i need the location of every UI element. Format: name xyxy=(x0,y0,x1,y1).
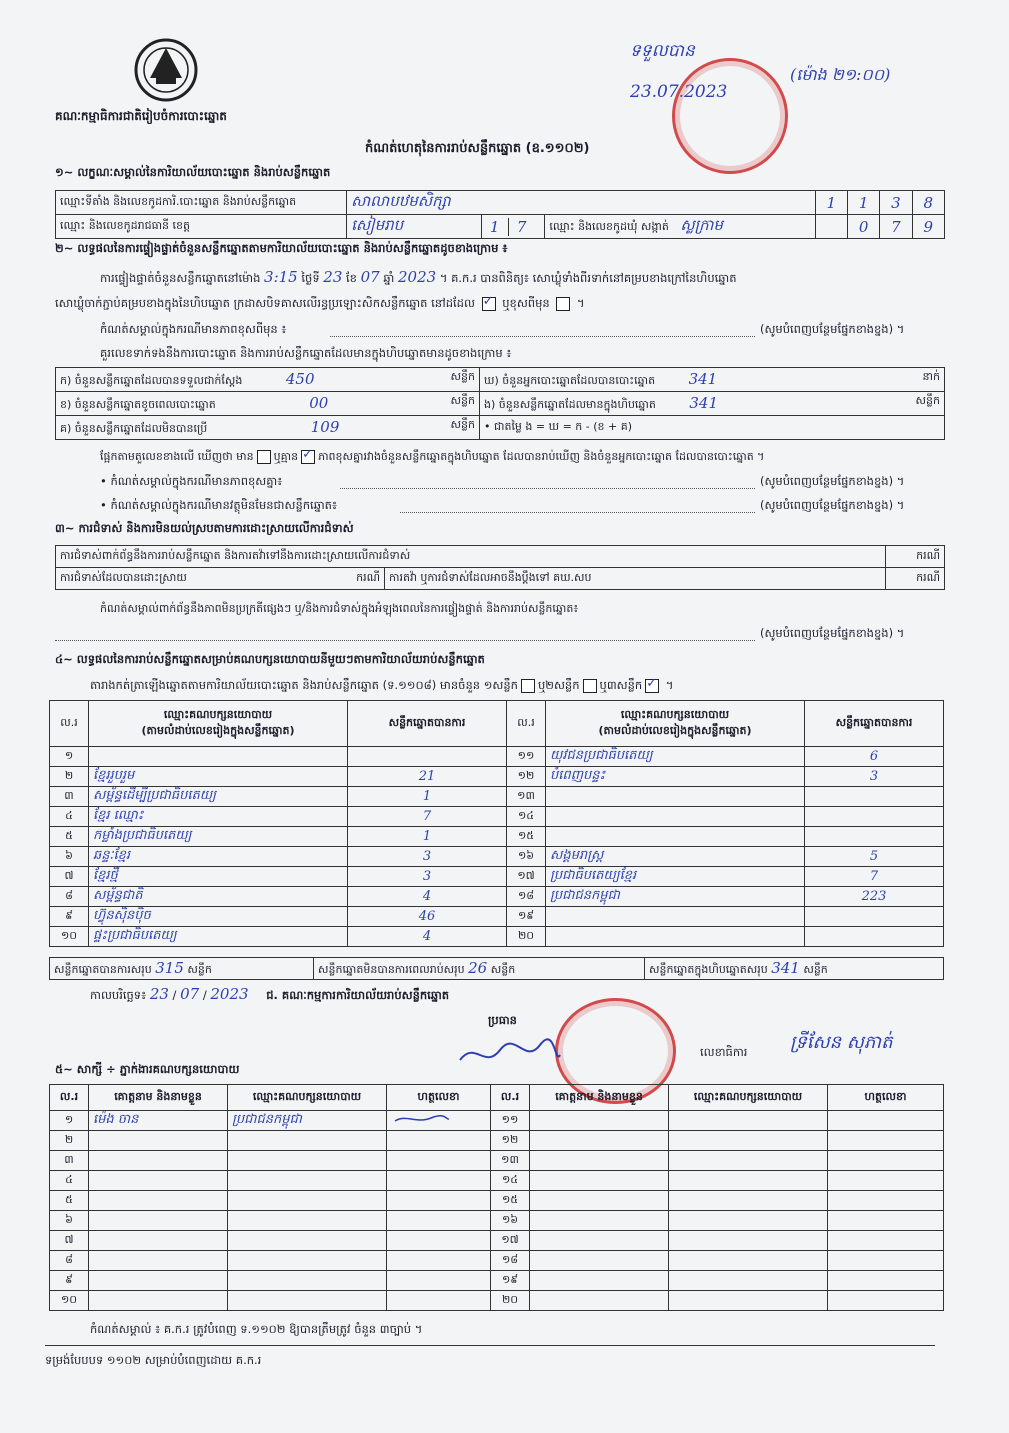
witness-signature xyxy=(828,1251,944,1271)
row-number: ១៧ xyxy=(491,1231,530,1251)
unit-label: សន្លឹក xyxy=(490,962,516,976)
verification-day: 23 xyxy=(323,268,343,286)
row-number: ១១ xyxy=(491,1111,530,1131)
col-name: គោត្តនាម និងនាមខ្លួន xyxy=(89,1085,228,1111)
date-line: កាលបរិច្ឆេទ៖ 23 / 07 / 2023 ជ. គណៈកម្មការការិយាល័យរាប់សន្លឹកឆ្នោត xyxy=(90,985,450,1003)
vote-count: 5 xyxy=(805,847,944,867)
party-name xyxy=(546,807,805,827)
witness-party xyxy=(669,1291,828,1311)
witness-name xyxy=(89,1191,228,1211)
verification-time: 3:15 xyxy=(264,268,298,286)
section3-title: ៣~ ការជំទាស់ និងការមិនយល់ស្របតាមការដោះស្រាយលើការជំទាស់ xyxy=(55,521,354,535)
table-row xyxy=(50,1171,944,1191)
vote-count: 3 xyxy=(348,847,507,867)
vote-count: 3 xyxy=(805,767,944,787)
witness-signature xyxy=(828,1211,944,1231)
witness-signature-graphic xyxy=(391,1112,451,1126)
unused-ballots-label: គ) ចំនួនសន្លឹកឆ្នោតដែលមិនបានប្រើ xyxy=(60,421,208,435)
receipt-note: ទទួលបាន xyxy=(630,41,695,61)
party-name: សម្ព័ន្ធដើម្បីប្រជាធិបតេយ្យ xyxy=(89,787,348,807)
row-number: ១៩ xyxy=(491,1271,530,1291)
date-year: 2023 xyxy=(210,985,249,1003)
witness-name xyxy=(530,1151,669,1171)
witness-name xyxy=(89,1171,228,1191)
row-number: ១៦ xyxy=(507,847,546,867)
witness-party xyxy=(669,1231,828,1251)
witness-name xyxy=(89,1151,228,1171)
witness-signature xyxy=(387,1151,491,1171)
col-party: ឈ្មោះគណបក្សនយោបាយ xyxy=(163,707,273,721)
party-name: កម្លាំងប្រជាធិបតេយ្យ xyxy=(89,827,348,847)
table-row xyxy=(50,887,944,907)
secretary-name: ទ្រីសែន សុភាត់ xyxy=(790,1032,893,1053)
ballots-in-box-value: 341 xyxy=(689,393,719,412)
row-number: ៦ xyxy=(50,1211,89,1231)
receipt-date: 23.07.2023 xyxy=(630,82,728,102)
table-row xyxy=(50,1191,944,1211)
fill-hint: (សូមបំពេញបន្ថែមផ្នែកខាងខ្នង) ។ xyxy=(760,322,905,336)
vote-count xyxy=(805,807,944,827)
seal-intact-checkbox[interactable] xyxy=(482,297,496,311)
witness-party xyxy=(228,1171,387,1191)
chair-signature-graphic xyxy=(455,1035,565,1075)
table-row xyxy=(50,927,944,947)
table-row xyxy=(50,1131,944,1151)
row-number: ១៨ xyxy=(491,1251,530,1271)
party-name: ខ្មែររួបរួម xyxy=(89,767,348,787)
ballots-in-box-label: ង) ចំនួនសន្លឹកឆ្នោតដែលមានក្នុងហិបឆ្នោត xyxy=(484,397,656,411)
voters-value: 341 xyxy=(688,369,718,388)
discrepancy-text: ភាពខុសគ្នារវាងចំនួនសន្លឹកឆ្នោតក្នុងហិបឆ្នោត ដែលបានរាប់ឃើញ និងចំនួនអ្នកបោះឆ្នោត ដែលបានបោះឆ្នោត ។ xyxy=(318,450,765,463)
table-row xyxy=(50,787,944,807)
foreign-object-note: • កំណត់សម្គាល់ក្នុងករណីមានវត្ថុមិនមែនជាសន្លឹកឆ្នោត៖ xyxy=(100,498,338,512)
unit-label: សន្លឹក xyxy=(803,962,828,976)
unit-label: សន្លឹក xyxy=(187,962,212,976)
vote-count xyxy=(805,787,944,807)
row-number: ១១ xyxy=(507,747,546,767)
col-party-sub: (តាមលំដាប់លេខរៀងក្នុងសន្លឹកឆ្នោត) xyxy=(141,723,295,737)
witness-name xyxy=(530,1271,669,1291)
witness-signature xyxy=(387,1231,491,1251)
table-row xyxy=(50,1231,944,1251)
section5-title: ៥~ សាក្សី ÷ ភ្នាក់ងារគណបក្សនយោបាយ xyxy=(55,1062,240,1076)
total-box-label: សន្លឹកឆ្នោតក្នុងហិបឆ្នោតសរុប xyxy=(649,962,768,976)
party-name: បំពេញបន្ទះ xyxy=(546,767,805,787)
table-row xyxy=(50,1271,944,1291)
discrepancy-has-label: ផ្អែកតាមតួលេខខាងលើ ឃើញថា មាន xyxy=(100,450,254,463)
vote-count: 223 xyxy=(805,887,944,907)
row-number: ១៦ xyxy=(491,1211,530,1231)
secretary-label: លេខាធិការ xyxy=(700,1045,748,1059)
witness-signature xyxy=(387,1291,491,1311)
location-table xyxy=(55,190,945,239)
witness-name: ម៉េង ចាន xyxy=(89,1111,228,1131)
case-label: ករណី xyxy=(886,546,945,568)
office-label: ជ. គណៈកម្មការការិយាល័យរាប់សន្លឹកឆ្នោត xyxy=(266,988,450,1002)
col-sign: ហត្ថលេខា xyxy=(387,1085,491,1111)
total-invalid-label: សន្លឹកឆ្នោតមិនបានការពេលរាប់សរុប xyxy=(318,962,465,976)
row-number: ៩ xyxy=(50,907,89,927)
row-number: ១៣ xyxy=(491,1151,530,1171)
witness-party xyxy=(669,1151,828,1171)
case-label: ករណី xyxy=(356,570,380,584)
spoiled-ballots-value: 00 xyxy=(309,393,329,412)
vote-count: 3 xyxy=(348,867,507,887)
three-sheets-checkbox[interactable] xyxy=(645,679,659,693)
total-valid-label: សន្លឹកឆ្នោតបានការសរុប xyxy=(54,962,152,976)
row-number: ៨ xyxy=(50,887,89,907)
tally-intro: តារាងកត់ត្រាឡើងឆ្នោតតាមការិយាល័យបោះឆ្នោត និងរាប់សន្លឹកឆ្នោត (ទ.១១០៨) មានចំនួន ១សន្លឹក xyxy=(90,678,518,692)
vote-count xyxy=(805,907,944,927)
commune-value: ស្លក្រាម xyxy=(680,215,723,234)
location-code-digit: 3 xyxy=(880,191,912,215)
one-sheet-checkbox[interactable] xyxy=(521,679,535,693)
party-name: ឆន្ទៈខ្មែរ xyxy=(89,847,348,867)
witness-signature xyxy=(828,1271,944,1291)
unit-label: នាក់ xyxy=(922,369,940,383)
location-value: សាលាបឋមសិក្សា xyxy=(347,191,815,215)
witness-party xyxy=(669,1251,828,1271)
witness-signature xyxy=(387,1251,491,1271)
unit-label: សន្លឹក xyxy=(450,393,475,407)
fill-hint: (សូមបំពេញបន្ថែមផ្នែកខាងខ្នង) ។ xyxy=(760,474,905,488)
witness-name xyxy=(530,1111,669,1131)
verification-line-1 xyxy=(100,268,737,288)
witness-party xyxy=(228,1251,387,1271)
witness-party xyxy=(228,1151,387,1171)
witness-name xyxy=(89,1291,228,1311)
witness-party xyxy=(669,1271,828,1291)
unused-ballots-value: 109 xyxy=(310,417,340,436)
vote-count: 46 xyxy=(348,907,507,927)
witness-party xyxy=(228,1291,387,1311)
section1-title: ១~ លក្ខណៈសម្គាល់នៃការិយាល័យបោះឆ្នោត និងរាប់សន្លឹកឆ្នោត xyxy=(55,165,331,179)
party-name: ប្រជាធិបតេយ្យខ្មែរ xyxy=(546,867,805,887)
location-code-digit: 1 xyxy=(815,191,847,215)
formula: • ជាតម្លៃ ង = ឃ = ក - (ខ + គ) xyxy=(480,416,945,440)
row-number: ១៥ xyxy=(491,1191,530,1211)
witness-party xyxy=(669,1171,828,1191)
col-no: ល.រ xyxy=(50,701,89,747)
witness-signature xyxy=(828,1131,944,1151)
witness-name xyxy=(530,1231,669,1251)
discrepancy-yes-checkbox[interactable] xyxy=(257,450,271,464)
party-name xyxy=(546,907,805,927)
witness-party xyxy=(228,1231,387,1251)
month-label: ខែ xyxy=(346,271,357,285)
row-number: ៩ xyxy=(50,1271,89,1291)
witness-name xyxy=(89,1211,228,1231)
results-table xyxy=(49,700,944,947)
party-name: ផ្ទះប្រជាធិបតេយ្យ xyxy=(89,927,348,947)
verification-month: 07 xyxy=(360,268,380,286)
witness-party xyxy=(669,1211,828,1231)
province-code-digit: 1 xyxy=(482,218,509,236)
row-number: ៧ xyxy=(50,867,89,887)
party-name: ខ្មែរថ្មី xyxy=(89,867,348,887)
witness-signature xyxy=(387,1111,491,1131)
commune-code-digit: 7 xyxy=(880,215,912,239)
diff-note-label: កំណត់សម្គាល់ក្នុងករណីមានភាពខុសពីមុន ៖ xyxy=(100,322,287,336)
discrepancy-no-checkbox[interactable] xyxy=(301,450,315,464)
witness-signature xyxy=(828,1191,944,1211)
date-day: 23 xyxy=(149,985,169,1003)
witness-table xyxy=(49,1084,944,1311)
witness-party xyxy=(228,1271,387,1291)
objection-row-1: ការជំទាស់ពាក់ព័ន្ធនឹងការរាប់សន្លឹកឆ្នោត និងការតវ៉ាទៅនឹងការដោះស្រាយលើការជំទាស់ xyxy=(56,546,886,568)
three-sheets-label: ឬ៣សន្លឹក xyxy=(599,678,643,692)
row-number: ១០ xyxy=(50,927,89,947)
fill-hint: (សូមបំពេញបន្ថែមផ្នែកខាងខ្នង) ។ xyxy=(760,626,905,640)
witness-party xyxy=(669,1111,828,1131)
row-number: ៨ xyxy=(50,1251,89,1271)
witness-name xyxy=(89,1131,228,1151)
row-number: ១៥ xyxy=(507,827,546,847)
party-name: ប្រជាជនកម្ពុជា xyxy=(546,887,805,907)
verification-line-1-text: ។ គ.ក.រ បានពិនិត្យ៖ សោឃ្លុំទាំងពីរទាក់នៅគម្របខាងក្រៅនៃហិបឆ្នោត xyxy=(439,271,737,285)
table-row xyxy=(50,1291,944,1311)
row-number: ៤ xyxy=(50,1171,89,1191)
row-number: ១៣ xyxy=(507,787,546,807)
table-row xyxy=(50,827,944,847)
row-number: ២០ xyxy=(507,927,546,947)
witness-signature xyxy=(387,1271,491,1291)
tally-sheet-line: តារាងកត់ត្រាឡើងឆ្នោតតាមការិយាល័យបោះឆ្នោត និងរាប់សន្លឹកឆ្នោត (ទ.១១០៨) មានចំនួន ១សន្លឹក ឬ២សន្លឹក ឬ៣សន្លឹក✓ ។ xyxy=(90,678,673,695)
vote-count xyxy=(805,927,944,947)
col-no: ល.រ xyxy=(491,1085,530,1111)
fill-hint: (សូមបំពេញបន្ថែមផ្នែកខាងខ្នង) ។ xyxy=(760,498,905,512)
col-party-sub: (តាមលំដាប់លេខរៀងក្នុងសន្លឹកឆ្នោត) xyxy=(598,723,752,737)
row-number: ១ xyxy=(50,1111,89,1131)
discrepancy-line xyxy=(100,450,764,466)
vote-count: 1 xyxy=(348,827,507,847)
commune-code-digit: 0 xyxy=(847,215,879,239)
organization-name: គណៈកម្មាធិការជាតិរៀបចំការបោះឆ្នោត xyxy=(55,109,227,123)
party-name: សង្គមរាស្ត្រ xyxy=(546,847,805,867)
location-label: ឈ្មោះទីតាំង និងលេខកូដការិ.បោះឆ្នោត និងរាប់សន្លឹកឆ្នោត xyxy=(56,191,347,215)
year-label: ឆ្នាំ xyxy=(383,271,395,285)
footer-note: កំណត់សម្គាល់ ៖ គ.ក.រ ត្រូវបំពេញ ទ.១១០២ ឱ្យបានត្រឹមត្រូវ ចំនួន ៣ច្បាប់ ។ xyxy=(90,1322,423,1336)
row-number: ៧ xyxy=(50,1231,89,1251)
row-number: ១០ xyxy=(50,1291,89,1311)
unit-label: សន្លឹក xyxy=(915,393,940,407)
party-name: ហ៊្វុនស៊ិនប៉ិច xyxy=(89,907,348,927)
row-number: ១៤ xyxy=(491,1171,530,1191)
row-number: ៦ xyxy=(50,847,89,867)
vote-count xyxy=(805,827,944,847)
row-number: ១ xyxy=(50,747,89,767)
seal-status-text: សោឃ្លុំចាក់ភ្ជាប់គម្របខាងក្នុងនៃហិបឆ្នោត ក្រដាសបិទគាសលើរន្ធប្រឡោះសិកសន្លឹកឆ្នោត នៅដដែល xyxy=(55,296,475,310)
witness-name xyxy=(89,1271,228,1291)
vote-count: 7 xyxy=(805,867,944,887)
verification-line-2: សោឃ្លុំចាក់ភ្ជាប់គម្របខាងក្នុងនៃហិបឆ្នោត ក្រដាសបិទគាសលើរន្ធប្រឡោះសិកសន្លឹកឆ្នោត នៅដដែល ✓ ឬខុសពីមុន ។ xyxy=(55,296,585,313)
witness-party xyxy=(669,1131,828,1151)
location-code-digit: 8 xyxy=(912,191,944,215)
national-emblem-logo xyxy=(130,32,202,104)
witness-signature xyxy=(387,1211,491,1231)
party-name xyxy=(89,747,348,767)
two-sheets-checkbox[interactable] xyxy=(583,679,597,693)
count-table-intro: គួរលេខទាក់ទងនឹងការបោះឆ្នោត និងការរាប់សន្លឹកឆ្នោតដែលមានក្នុងហិបឆ្នោតមានដូចខាងក្រោម ៖ xyxy=(100,346,512,360)
witness-signature xyxy=(828,1231,944,1251)
table-row xyxy=(50,767,944,787)
witness-signature xyxy=(828,1151,944,1171)
document-title: កំណត់ហេតុនៃការរាប់សន្លឹកឆ្នោត (ឧ.១១០២) xyxy=(365,141,590,156)
witness-party: ប្រជាជនកម្ពុជា xyxy=(228,1111,387,1131)
table-row xyxy=(50,1151,944,1171)
witness-signature xyxy=(387,1131,491,1151)
verification-year: 2023 xyxy=(398,268,437,286)
received-ballots-value: 450 xyxy=(285,369,315,388)
discrepancy-none-label: ឬគ្មាន xyxy=(273,450,299,463)
witness-party xyxy=(228,1211,387,1231)
row-number: ១២ xyxy=(491,1131,530,1151)
vote-count: 4 xyxy=(348,887,507,907)
vote-count: 21 xyxy=(348,767,507,787)
col-party: ឈ្មោះគណបក្សនយោបាយ xyxy=(620,707,730,721)
section4-title: ៤~ លទ្ធផលនៃការរាប់សន្លឹកឆ្នោតសម្រាប់គណបក្សនយោបាយនីមួយៗតាមការិយាល័យរាប់សន្លឹកឆ្នោត xyxy=(55,652,485,666)
difference-note: • កំណត់សម្គាល់ក្នុងករណីមានភាពខុសគ្នា៖ xyxy=(100,474,283,488)
resolved-objection-label: ការជំទាស់ដែលបានដោះស្រាយ xyxy=(60,570,187,584)
vote-count: 7 xyxy=(348,807,507,827)
witness-name xyxy=(530,1191,669,1211)
col-votes: សន្លឹកឆ្នោតបានការ xyxy=(805,701,944,747)
row-number: ៣ xyxy=(50,787,89,807)
total-box-value: 341 xyxy=(771,958,800,977)
row-number: ២០ xyxy=(491,1291,530,1311)
witness-signature xyxy=(828,1171,944,1191)
witness-party xyxy=(228,1131,387,1151)
witness-name xyxy=(530,1251,669,1271)
row-number: ៤ xyxy=(50,807,89,827)
received-ballots-label: ក) ចំនួនសន្លឹកឆ្នោតដែលបានទទួលជាក់ស្តែង xyxy=(60,373,243,387)
form-label: ទម្រង់បែបបទ ១១០២ សម្រាប់បំពេញដោយ គ.ក.រ xyxy=(45,1353,262,1367)
case-label: ករណី xyxy=(886,568,945,590)
witness-party xyxy=(669,1191,828,1211)
row-number: ២ xyxy=(50,1131,89,1151)
row-number: ១២ xyxy=(507,767,546,787)
table-row xyxy=(50,1251,944,1271)
chair-label: ប្រធាន xyxy=(488,1013,517,1027)
vote-count xyxy=(348,747,507,767)
date-label: កាលបរិច្ឆេទ៖ xyxy=(90,988,147,1002)
col-no: ល.រ xyxy=(507,701,546,747)
table-row xyxy=(50,847,944,867)
col-party: ឈ្មោះគណបក្សនយោបាយ xyxy=(669,1085,828,1111)
province-code-digit: 7 xyxy=(516,217,527,236)
col-votes: សន្លឹកឆ្នោតបានការ xyxy=(348,701,507,747)
row-number: ១៤ xyxy=(507,807,546,827)
party-name: យុវជនប្រជាធិបតេយ្យ xyxy=(546,747,805,767)
party-name xyxy=(546,927,805,947)
date-month: 07 xyxy=(180,985,200,1003)
witness-name xyxy=(530,1291,669,1311)
verification-time-label: ការផ្ទៀងផ្ទាត់ចំនួនសន្លឹកឆ្នោតនៅម៉ោង xyxy=(100,271,261,285)
witness-name xyxy=(89,1251,228,1271)
col-party: ឈ្មោះគណបក្សនយោបាយ xyxy=(228,1085,387,1111)
section2-title: ២~ លទ្ធផលនៃការផ្ទៀងផ្ទាត់ចំនួនសន្លឹកឆ្នោតតាមការិយាល័យបោះឆ្នោត និងរាប់សន្លឹកឆ្នោតដូចខាងក្រោម ៖ xyxy=(55,241,508,255)
two-sheets-label: ឬ២សន្លឹក xyxy=(537,678,580,692)
table-row xyxy=(50,807,944,827)
unit-label: សន្លឹក xyxy=(450,369,475,383)
witness-name xyxy=(89,1231,228,1251)
table-row xyxy=(50,747,944,767)
commune-code-digit: 9 xyxy=(912,215,944,239)
province-label: ឈ្មោះ និងលេខកូដរាជធានី ខេត្ត xyxy=(56,215,347,239)
total-valid-value: 315 xyxy=(155,958,184,977)
party-name xyxy=(546,787,805,807)
row-number: ៥ xyxy=(50,827,89,847)
seal-changed-label: ឬខុសពីមុន xyxy=(502,296,550,310)
witness-signature xyxy=(387,1191,491,1211)
col-sign: ហត្ថលេខា xyxy=(828,1085,944,1111)
row-number: ២ xyxy=(50,767,89,787)
spoiled-ballots-label: ខ) ចំនួនសន្លឹកឆ្នោតខូចពេលបោះឆ្នោត xyxy=(60,397,216,411)
row-number: ១៨ xyxy=(507,887,546,907)
day-label: ថ្ងៃទី xyxy=(301,271,320,285)
irregularity-note: កំណត់សម្គាល់ពាក់ព័ន្ធនឹងភាពមិនប្រក្រតីផ្សេងៗ ឬ/និងការជំទាស់ក្នុងអំឡុងពេលនៃការផ្ទៀងផ្ទាត់ និងការរាប់សន្លឹកឆ្នោត៖ xyxy=(100,602,579,615)
objection-table xyxy=(55,545,945,590)
witness-signature xyxy=(828,1111,944,1131)
col-no: ល.រ xyxy=(50,1085,89,1111)
witness-name xyxy=(530,1171,669,1191)
location-code-digit: 1 xyxy=(847,191,879,215)
appeal-label: ការតវ៉ា ឬការជំទាស់ដែលអាចនឹងប្តឹងទៅ គឃ.សប xyxy=(385,568,886,590)
table-row xyxy=(50,1111,944,1131)
row-number: ១៩ xyxy=(507,907,546,927)
vote-count: 1 xyxy=(348,787,507,807)
official-stamp-top xyxy=(672,58,788,174)
unit-label: សន្លឹក xyxy=(450,417,475,431)
vote-count: 4 xyxy=(348,927,507,947)
party-name xyxy=(546,827,805,847)
row-number: ៣ xyxy=(50,1151,89,1171)
commune-label: ឈ្មោះ និងលេខកូដឃុំ សង្កាត់ xyxy=(549,219,669,233)
witness-name xyxy=(530,1211,669,1231)
table-row xyxy=(50,867,944,887)
total-invalid-value: 26 xyxy=(468,958,488,977)
receipt-time: (ម៉ោង ២១:០០) xyxy=(790,65,891,84)
province-value: សៀមរាប xyxy=(347,215,482,239)
party-name: សម្ព័ន្ធជាតិ xyxy=(89,887,348,907)
vote-count: 6 xyxy=(805,747,944,767)
witness-name xyxy=(530,1131,669,1151)
row-number: ៥ xyxy=(50,1191,89,1211)
witness-signature xyxy=(387,1171,491,1191)
seal-changed-checkbox[interactable] xyxy=(556,297,570,311)
count-table xyxy=(55,367,945,440)
witness-signature xyxy=(828,1291,944,1311)
col-name: គោត្តនាម និងនាមខ្លួន xyxy=(530,1085,669,1111)
row-number: ១៧ xyxy=(507,867,546,887)
table-row xyxy=(50,907,944,927)
voters-label: ឃ) ចំនួនអ្នកបោះឆ្នោតដែលបានបោះឆ្នោត xyxy=(484,373,656,387)
party-name: ខ្មែរ ឈ្មោះ xyxy=(89,807,348,827)
table-row xyxy=(50,1211,944,1231)
witness-party xyxy=(228,1191,387,1211)
totals-table xyxy=(49,957,944,980)
